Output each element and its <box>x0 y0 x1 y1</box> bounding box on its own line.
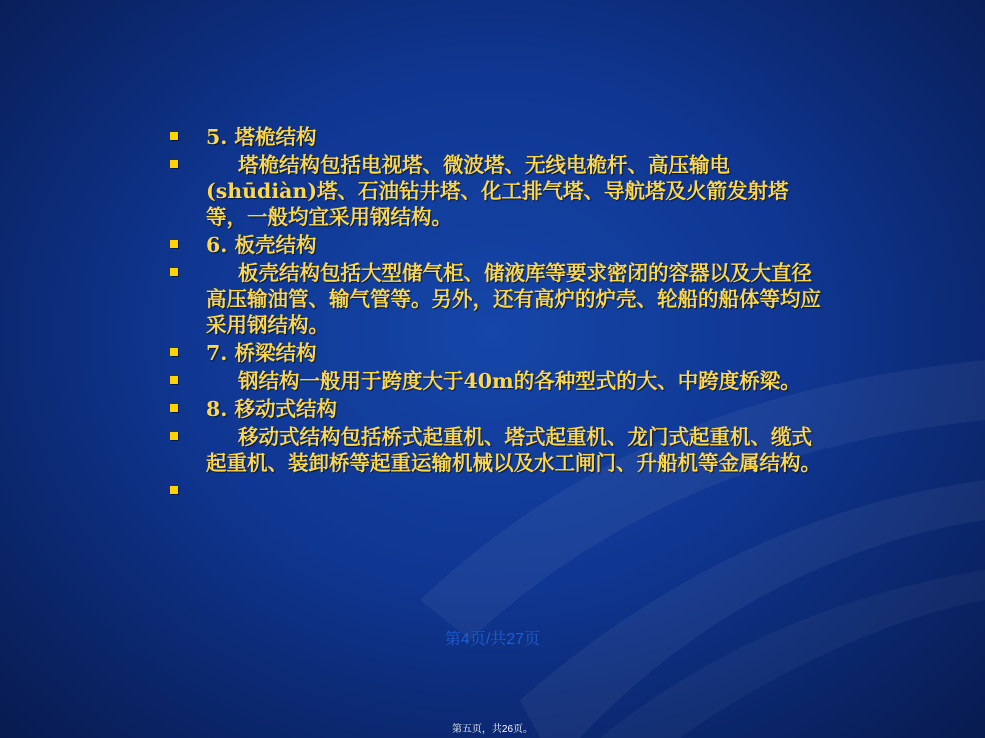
list-item <box>168 152 828 230</box>
list-item <box>168 478 828 504</box>
list-item <box>168 424 828 476</box>
item-text: 钢结构一般用于跨度大于40m的各种型式的大、中跨度桥梁。 <box>238 369 801 393</box>
list-item <box>168 396 828 422</box>
bullet-list <box>168 124 828 504</box>
list-item <box>168 124 828 150</box>
square-bullet-icon <box>170 268 178 276</box>
footer-page-count: 第五页，共26页。 <box>451 724 534 735</box>
list-item <box>168 232 828 258</box>
square-bullet-icon <box>170 240 178 248</box>
square-bullet-icon <box>170 132 178 140</box>
list-item <box>168 260 828 338</box>
square-bullet-icon <box>170 486 178 494</box>
item-text: 塔桅结构包括电视塔、微波塔、无线电桅杆、高压输电(shūdiàn)塔、石油钻井塔、化工排气塔、导航塔及火箭发射塔等，一般均宜采用钢结构。 <box>206 153 789 229</box>
item-text: 6. 板壳结构 <box>206 233 317 257</box>
square-bullet-icon <box>170 376 178 384</box>
list-item <box>168 368 828 394</box>
page-indicator: 第4页/共27页 <box>444 631 541 648</box>
square-bullet-icon <box>170 432 178 440</box>
square-bullet-icon <box>170 160 178 168</box>
item-text: 5. 塔桅结构 <box>206 125 317 149</box>
item-text: 板壳结构包括大型储气柜、储液库等要求密闭的容器以及大直径高压输油管、输气管等。另外，还有高炉的炉壳、轮船的船体等均应采用钢结构。 <box>206 261 821 337</box>
item-text: 8. 移动式结构 <box>206 397 338 421</box>
square-bullet-icon <box>170 348 178 356</box>
item-text: 7. 桥梁结构 <box>206 341 317 365</box>
list-item <box>168 340 828 366</box>
square-bullet-icon <box>170 404 178 412</box>
item-text: 移动式结构包括桥式起重机、塔式起重机、龙门式起重机、缆式起重机、装卸桥等起重运输机械以及水工闸门、升船机等金属结构。 <box>206 425 821 475</box>
